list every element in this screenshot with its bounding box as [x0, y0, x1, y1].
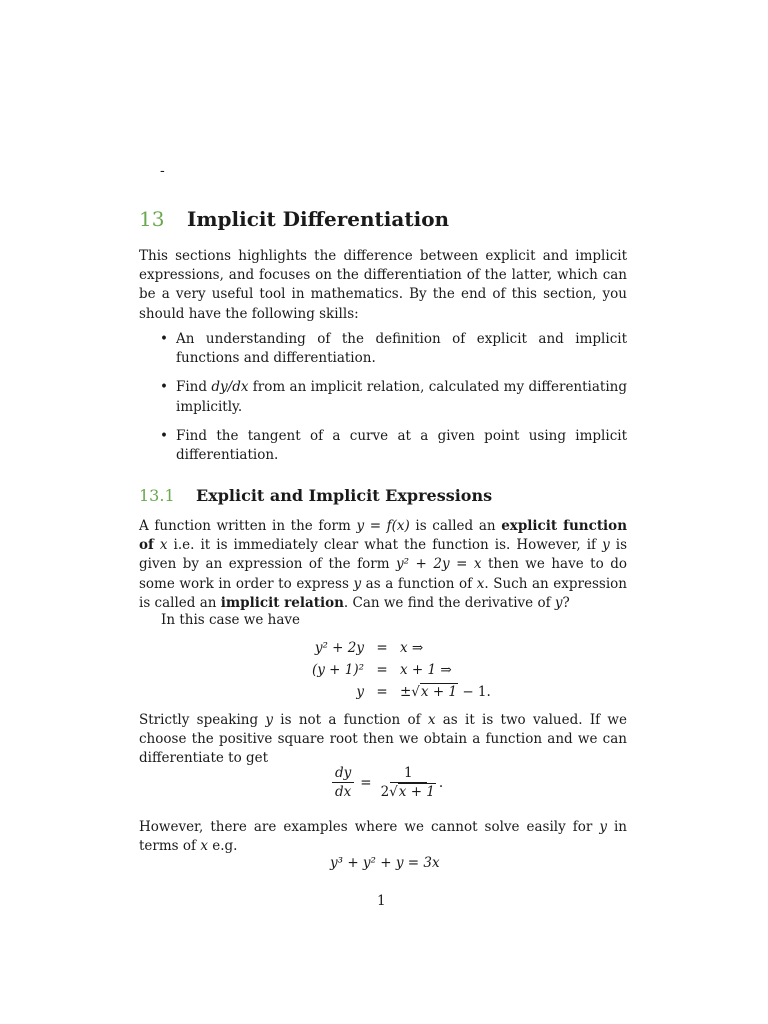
subsection-number: 13.1: [139, 486, 175, 505]
subsection-title: Explicit and Implicit Expressions: [196, 486, 493, 505]
list-item: • Find dy/dx from an implicit relation, calculated my differentiating implicitly.: [160, 379, 627, 415]
intro-paragraph: This sections highlights the difference between explicit and implicit expressions, and focuses on the differentiation of the latter, which can be a very useful tool in mathematics. By the end of this section, you should have the following skills:: [139, 248, 627, 322]
however-paragraph: However, there are examples where we cannot solve easily for y in terms of x e.g.: [139, 819, 627, 855]
in-this-case-paragraph: In this case we have: [161, 612, 300, 628]
skills-list: [160, 330, 627, 475]
equation-row: y = ±√x + 1 − 1.: [356, 684, 491, 700]
list-item: • An understanding of the definition of explicit and implicit functions and differentiation.: [160, 331, 627, 367]
equation-array: [280, 637, 540, 703]
explicit-implicit-paragraph: A function written in the form y = f(x) is called an explicit function of x i.e. it is immediately clear what the function is. However, if y is given by an expression of the form y² + 2y = x then we have to do some work in order to express y as a function of x. Such an expression is called an implicit relation. Can we find the derivative of y?: [139, 518, 628, 611]
cubic-equation: y³ + y² + y = 3x: [330, 855, 440, 871]
header-dash: -: [160, 163, 165, 179]
strictly-speaking-paragraph: Strictly speaking y is not a function of x as it is two valued. If we choose the positive square root then we obtain a function and we can differentiate to get: [139, 712, 627, 767]
list-item: • Find the tangent of a curve at a given point using implicit differentiation.: [160, 427, 627, 464]
derivative-equation: $\frac{dy}{dx}$ = $\frac{1}{2√x + 1}$ .: [332, 764, 443, 801]
equation-row: y² + 2y = x ⇒: [314, 640, 424, 656]
subsection-heading: [139, 486, 492, 505]
equation-row: (y + 1)² = x + 1 ⇒: [311, 662, 452, 678]
section-number: 13: [139, 207, 165, 231]
section-title: Implicit Differentiation: [187, 207, 450, 231]
page-number: 1: [377, 893, 386, 909]
section-heading: [139, 207, 449, 231]
